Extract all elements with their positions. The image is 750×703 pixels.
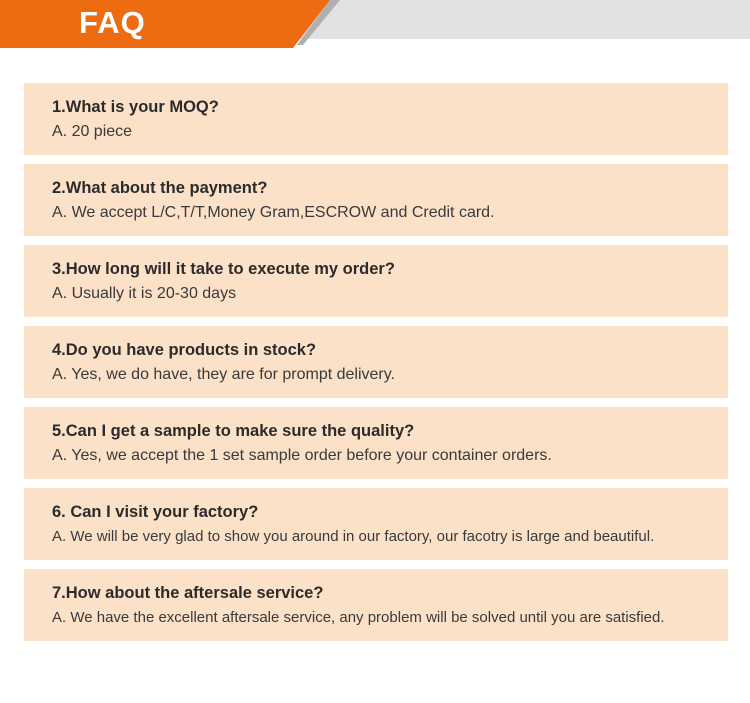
faq-answer: A. We will be very glad to show you around in our factory, our facotry is large and beautiful. [52,528,655,545]
faq-answer: A. We have the excellent aftersale service, any problem will be solved until you are satisfied. [52,609,665,626]
faq-question: 3.How long will it take to execute my order? [52,260,395,278]
faq-item-moq [24,83,728,155]
faq-question: 2.What about the payment? [52,179,268,197]
faq-header [0,0,750,48]
faq-question: 5.Can I get a sample to make sure the quality? [52,422,415,440]
faq-item-stock [24,326,728,398]
faq-question: 4.Do you have products in stock? [52,341,317,359]
faq-item-aftersale [24,569,728,641]
faq-question: 1.What is your MOQ? [52,98,219,116]
faq-answer: A. Yes, we accept the 1 set sample order before your container orders. [52,447,552,464]
page-title: FAQ [79,5,146,40]
faq-item-factory-visit [24,488,728,560]
faq-question: 7.How about the aftersale service? [52,584,324,602]
faq-list [24,83,728,650]
header-orange-banner [0,0,340,48]
faq-item-payment [24,164,728,236]
faq-item-sample [24,407,728,479]
faq-question: 6. Can I visit your factory? [52,503,259,521]
faq-answer: A. 20 piece [52,123,133,140]
faq-answer: A. Yes, we do have, they are for prompt delivery. [52,366,395,383]
faq-answer: A. Usually it is 20-30 days [52,285,237,302]
faq-item-lead-time [24,245,728,317]
faq-answer: A. We accept L/C,T/T,Money Gram,ESCROW and Credit card. [52,204,495,221]
